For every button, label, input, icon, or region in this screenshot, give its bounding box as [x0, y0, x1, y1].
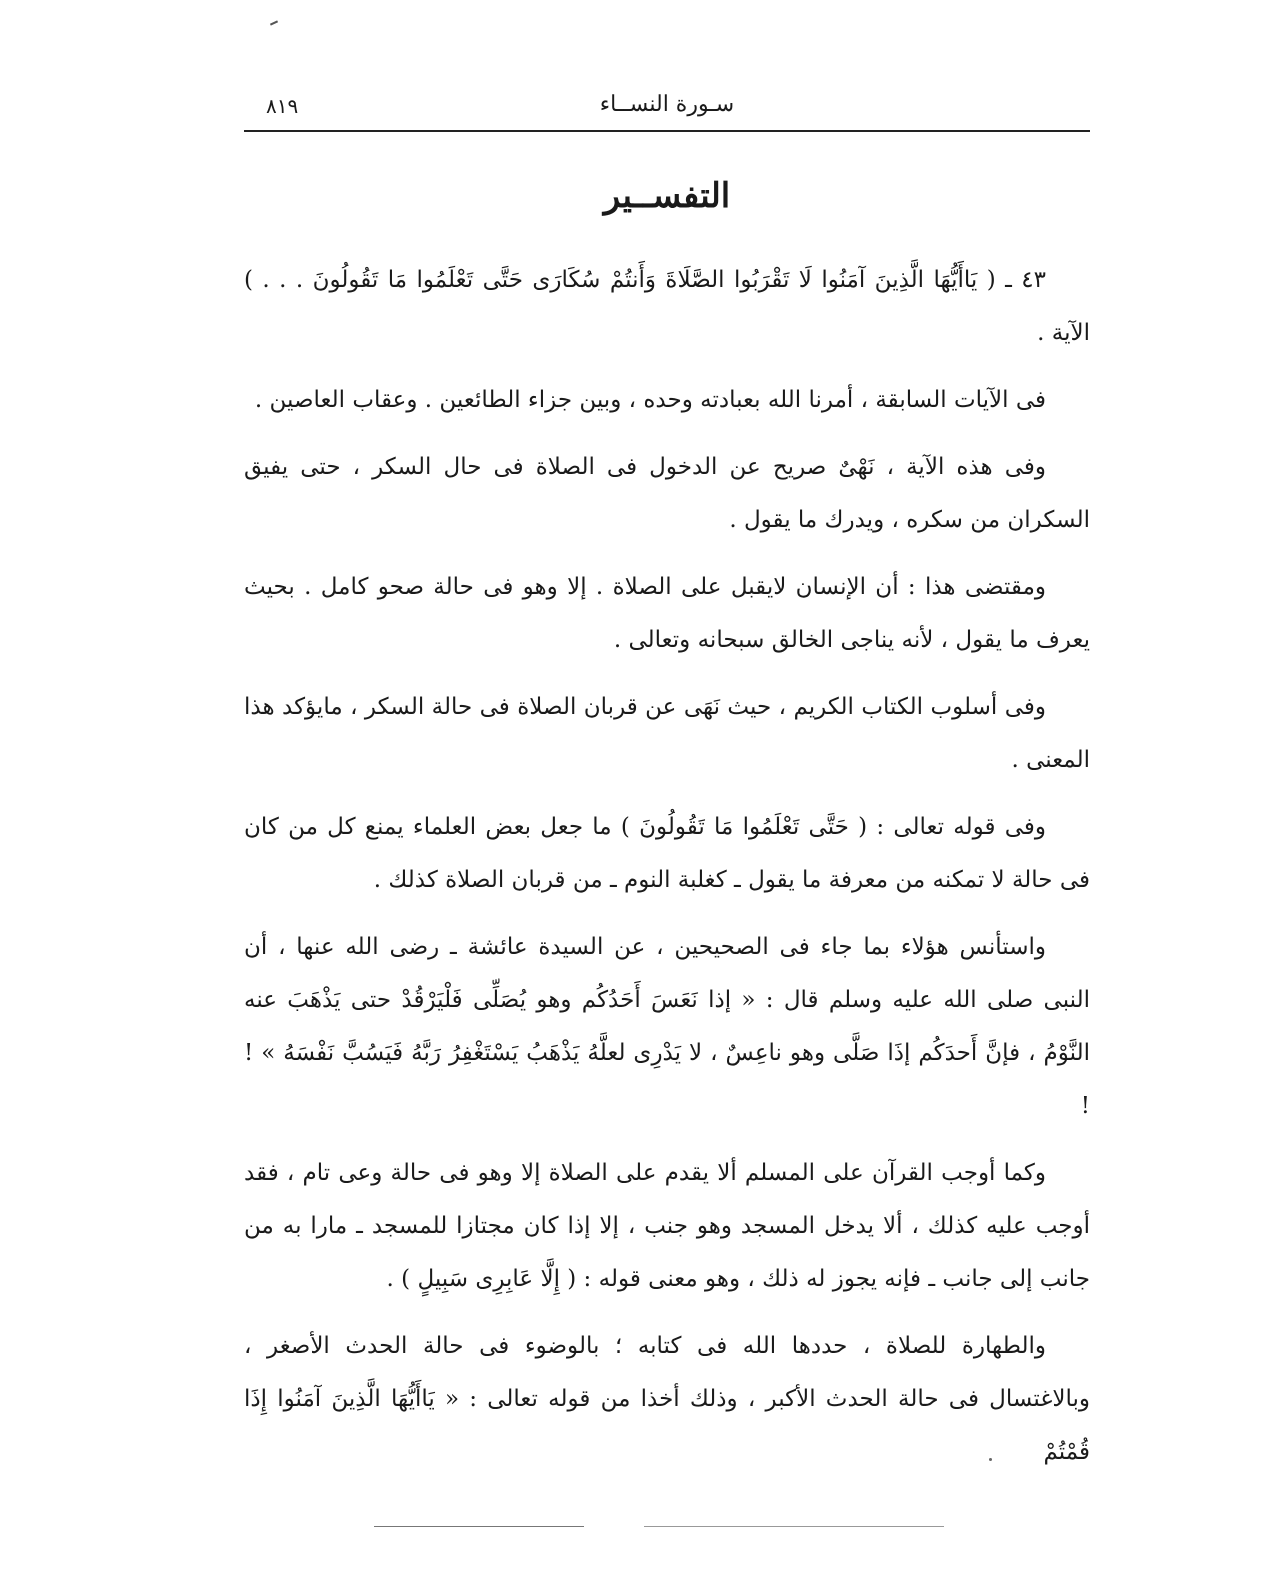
- paragraph: ومقتضى هذا : أن الإنسان لايقبل على الصلاة . إلا وهو فى حالة صحو كامل . بحيث يعرف ما يقول ، لأنه يناجى الخالق سبحانه وتعالى .: [244, 574, 1090, 653]
- running-head: [244, 92, 1090, 128]
- paragraph: وفى أسلوب الكتاب الكريم ، حيث نَهَى عن قربان الصلاة فى حالة السكر ، مايؤكد هذا المعنى .: [244, 694, 1090, 773]
- book-page: [244, 0, 1090, 1575]
- verse-heading-paragraph: ٤٣ ـ ( يَاأَيُّهَا الَّذِينَ آمَنُوا لَا تَقْرَبُوا الصَّلَاةَ وَأَنتُمْ سُكَارَى حَتَّى تَعْلَمُوا مَا تَقُولُونَ . . . ) الآية .: [244, 267, 1090, 346]
- section-title: التفســير: [603, 176, 731, 216]
- paragraph: والطهارة للصلاة ، حددها الله فى كتابه ؛ بالوضوء فى حالة الحدث الأصغر ، وبالاغتسال فى حالة الحدث الأكبر ، وذلك أخذا من قوله تعالى : « يَاأَيُّهَا الَّذِينَ آمَنُوا إِذَا قُمْتُمْ: [244, 1333, 1090, 1465]
- paragraph: وفى قوله تعالى : ( حَتَّى تَعْلَمُوا مَا تَقُولُونَ ) ما جعل بعض العلماء يمنع كل من كان فى حالة لا تمكنه من معرفة ما يقول ـ كغلبة النوم ـ من قربان الصلاة كذلك .: [244, 814, 1090, 893]
- paragraph: فى الآيات السابقة ، أمرنا الله بعبادته وحده ، وبين جزاء الطائعين . وعقاب العاصين .: [254, 387, 1046, 413]
- paragraph: وفى هذه الآية ، نَهْىٌ صريح عن الدخول فى الصلاة فى حال السكر ، حتى يفيق السكران من سكره ، ويدرك ما يقول .: [244, 454, 1090, 533]
- header-rule: [244, 130, 1090, 132]
- running-title: سـورة النســاء: [599, 92, 735, 117]
- print-speck: [989, 1458, 992, 1461]
- scan-edge-line: [644, 1526, 944, 1527]
- paragraph: وكما أوجب القرآن على المسلم ألا يقدم على الصلاة إلا وهو فى حالة وعى تام ، فقد أوجب عليه كذلك ، ألا يدخل المسجد وهو جنب ، إلا إذا كان مجتازا للمسجد ـ مارا به من جانب إلى جانب ـ فإنه يجوز له ذلك ، وهو معنى قوله : ( إِلَّا عَابِرِى سَبِيلٍ ) .: [244, 1160, 1090, 1292]
- scan-edge-line: [374, 1526, 584, 1527]
- hadith-paragraph: واستأنس هؤلاء بما جاء فى الصحيحين ، عن السيدة عائشة ـ رضى الله عنها ، أن النبى صلى الله عليه وسلم قال : « إذا نَعَسَ أَحَدُكُم وهو يُصَلِّى فَلْيَرْقُدْ حتى يَذْهَبَ عنه النَّوْمُ ، فإنَّ أَحدَكُم إذَا صَلَّى وهو ناعِسٌ ، لا يَدْرِى لعلَّهُ يَذْهَبُ يَسْتَغْفِرُ رَبَّهُ فَيَسُبَّ نَفْسَهُ » ! !: [244, 934, 1090, 1119]
- page-number: ٨١٩: [266, 94, 299, 118]
- body-text: [244, 254, 1090, 1493]
